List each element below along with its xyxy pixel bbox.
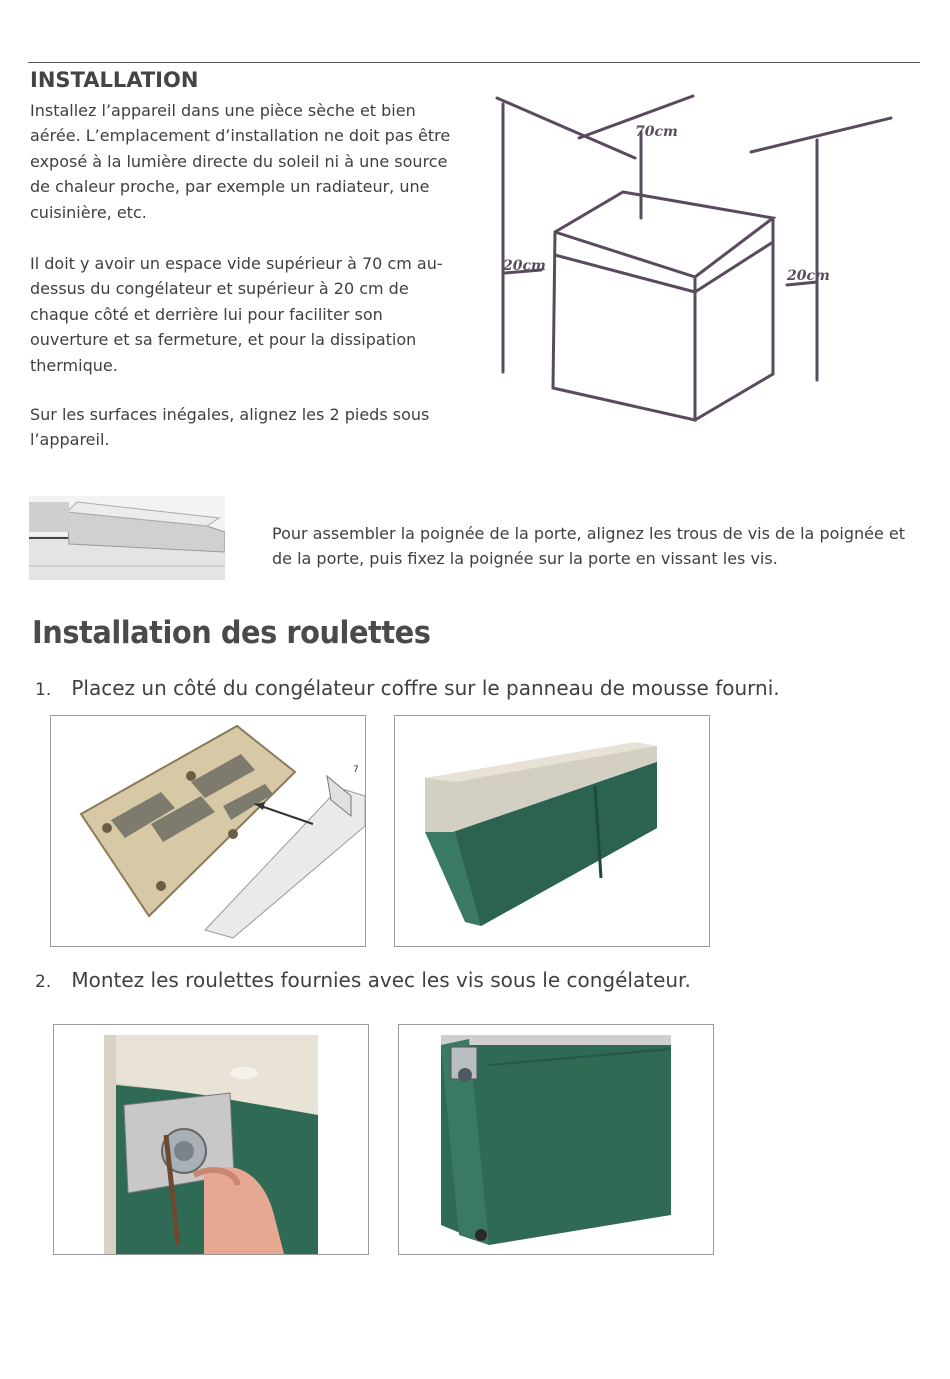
- label-20cm-right: 20cm: [787, 268, 830, 284]
- section-title-installation: INSTALLATION: [30, 68, 199, 92]
- header-rule: [28, 62, 920, 63]
- installation-paragraph-3: Sur les surfaces inégales, alignez les 2 pieds sous l’appareil.: [30, 405, 430, 450]
- caster-mounting-photo: [53, 1024, 369, 1255]
- section-title-casters: Installation des roulettes: [32, 615, 431, 651]
- door-handle-instructions: Pour assembler la poignée de la porte, alignez les trous de vis de la poignée et de la porte, puis fixez la poignée sur la porte en vissant les vis.: [272, 524, 906, 568]
- step-text: Montez les roulettes fournies avec les vis sous le congélateur.: [71, 968, 691, 992]
- label-20cm-left: 20cm: [503, 258, 546, 274]
- freezer-on-side-photo: [394, 715, 710, 947]
- clearance-diagram: [495, 92, 895, 427]
- step-number: 1.: [35, 680, 52, 700]
- step-text: Placez un côté du congélateur coffre sur le panneau de mousse fourni.: [71, 676, 780, 700]
- door-handle-image: [29, 496, 225, 580]
- step-number: 2.: [35, 972, 52, 992]
- step-1: [35, 676, 780, 700]
- foam-panel-photo: [50, 715, 366, 947]
- step-2: [35, 968, 691, 992]
- installation-paragraph-1: Installez l’appareil dans une pièce sèche et bien aérée. L’emplacement d’installation ne doit pas être exposé à la lumière directe du soleil ni à une source de chaleur proche, par exemple un radiateur, une cuisinière, etc.: [30, 101, 451, 222]
- installation-paragraph-2: Il doit y avoir un espace vide supérieur à 70 cm au-dessus du congélateur et supérieur à 20 cm de chaque côté et derrière lui pour faciliter son ouverture et sa fermeture, et pour la dissipation thermique.: [30, 254, 443, 375]
- label-70cm: 70cm: [635, 124, 678, 140]
- casters-mounted-photo: [398, 1024, 714, 1255]
- photo-label-number: 7: [353, 765, 359, 775]
